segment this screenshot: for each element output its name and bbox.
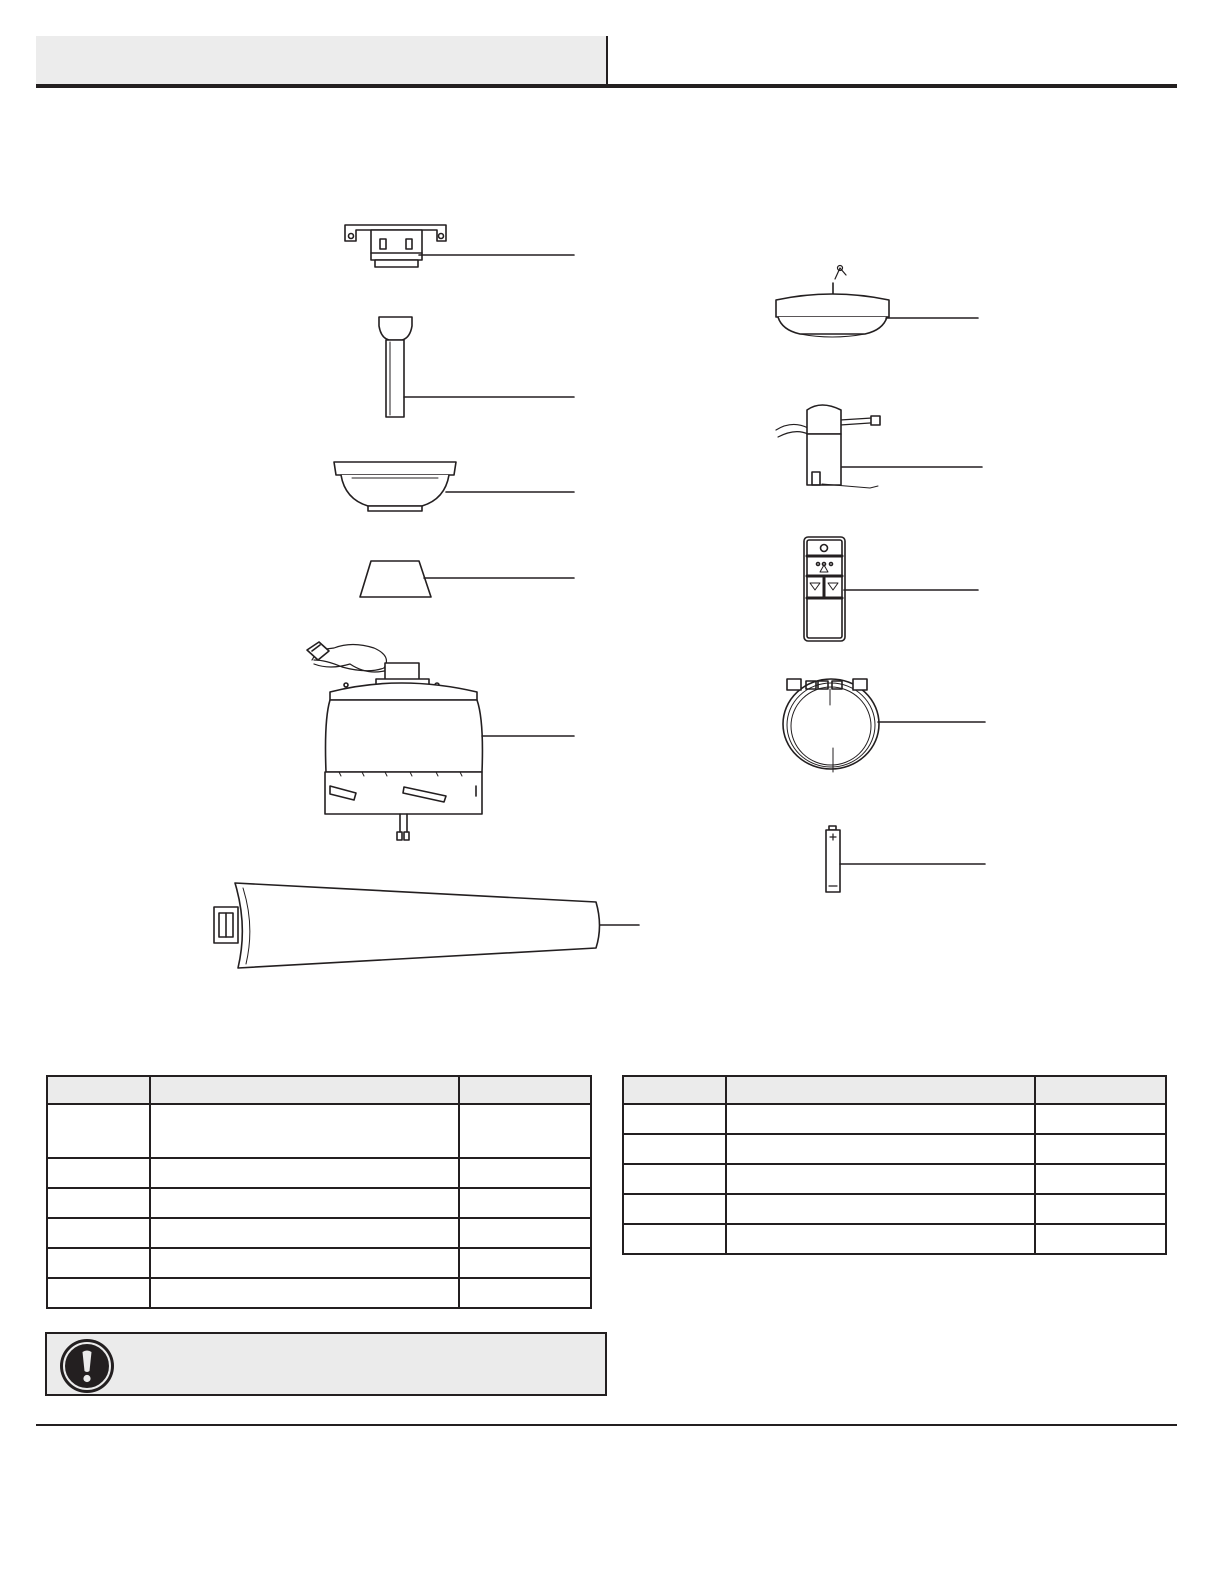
- quantity-cell: [459, 1104, 591, 1158]
- table-row: [47, 1158, 591, 1188]
- quantity-cell: [1035, 1164, 1166, 1194]
- mounting-bracket-icon: [345, 225, 574, 267]
- table-row: [623, 1194, 1166, 1224]
- part-cell: [623, 1224, 726, 1254]
- parts-table-left: [46, 1075, 592, 1309]
- description-cell: [150, 1218, 460, 1248]
- part-cell: [47, 1104, 150, 1158]
- notice-box: [45, 1332, 607, 1396]
- remote-control-icon: [804, 537, 978, 641]
- description-cell: [150, 1248, 460, 1278]
- part-cell: [47, 1158, 150, 1188]
- quantity-cell: [459, 1278, 591, 1308]
- table-row: [47, 1218, 591, 1248]
- quantity-cell: [1035, 1224, 1166, 1254]
- part-cell: [623, 1134, 726, 1164]
- table-row: [47, 1278, 591, 1308]
- table-row: [623, 1134, 1166, 1164]
- table-header-row: [47, 1076, 591, 1104]
- table-row: [47, 1188, 591, 1218]
- quantity-cell: [1035, 1134, 1166, 1164]
- part-cell: [623, 1164, 726, 1194]
- parts-table-right: [622, 1075, 1167, 1255]
- table-row: [623, 1224, 1166, 1254]
- part-cell: [47, 1218, 150, 1248]
- canopy-icon: [334, 462, 574, 511]
- column-header-part: [47, 1076, 150, 1104]
- table-row: [623, 1164, 1166, 1194]
- description-cell: [726, 1194, 1036, 1224]
- description-cell: [726, 1164, 1036, 1194]
- description-cell: [150, 1188, 460, 1218]
- quantity-cell: [459, 1188, 591, 1218]
- quantity-cell: [1035, 1194, 1166, 1224]
- column-header-description: [150, 1076, 460, 1104]
- downrod-icon: [379, 317, 574, 417]
- description-cell: [150, 1278, 460, 1308]
- description-cell: [726, 1224, 1036, 1254]
- motor-assembly-icon: [307, 642, 574, 840]
- footer-rule: [36, 1424, 1177, 1426]
- fan-blade-icon: [214, 883, 639, 968]
- wire-harness-icon: [783, 679, 985, 772]
- quantity-cell: [459, 1158, 591, 1188]
- quantity-cell: [459, 1218, 591, 1248]
- description-cell: [726, 1104, 1036, 1134]
- part-cell: [47, 1278, 150, 1308]
- table-row: [623, 1104, 1166, 1134]
- canopy-cover-icon: [360, 561, 574, 597]
- description-cell: [726, 1134, 1036, 1164]
- part-cell: [47, 1248, 150, 1278]
- column-header-quantity: [459, 1076, 591, 1104]
- description-cell: [150, 1104, 460, 1158]
- column-header-description: [726, 1076, 1036, 1104]
- exclamation-circle-icon: [59, 1338, 115, 1394]
- part-cell: [623, 1104, 726, 1134]
- quantity-cell: [459, 1248, 591, 1278]
- battery-icon: [826, 826, 985, 892]
- part-cell: [623, 1194, 726, 1224]
- column-header-part: [623, 1076, 726, 1104]
- light-kit-icon: [776, 266, 978, 338]
- quantity-cell: [1035, 1104, 1166, 1134]
- table-row: [47, 1104, 591, 1158]
- part-cell: [47, 1188, 150, 1218]
- description-cell: [150, 1158, 460, 1188]
- table-header-row: [623, 1076, 1166, 1104]
- column-header-quantity: [1035, 1076, 1166, 1104]
- receiver-icon: [776, 405, 982, 488]
- table-row: [47, 1248, 591, 1278]
